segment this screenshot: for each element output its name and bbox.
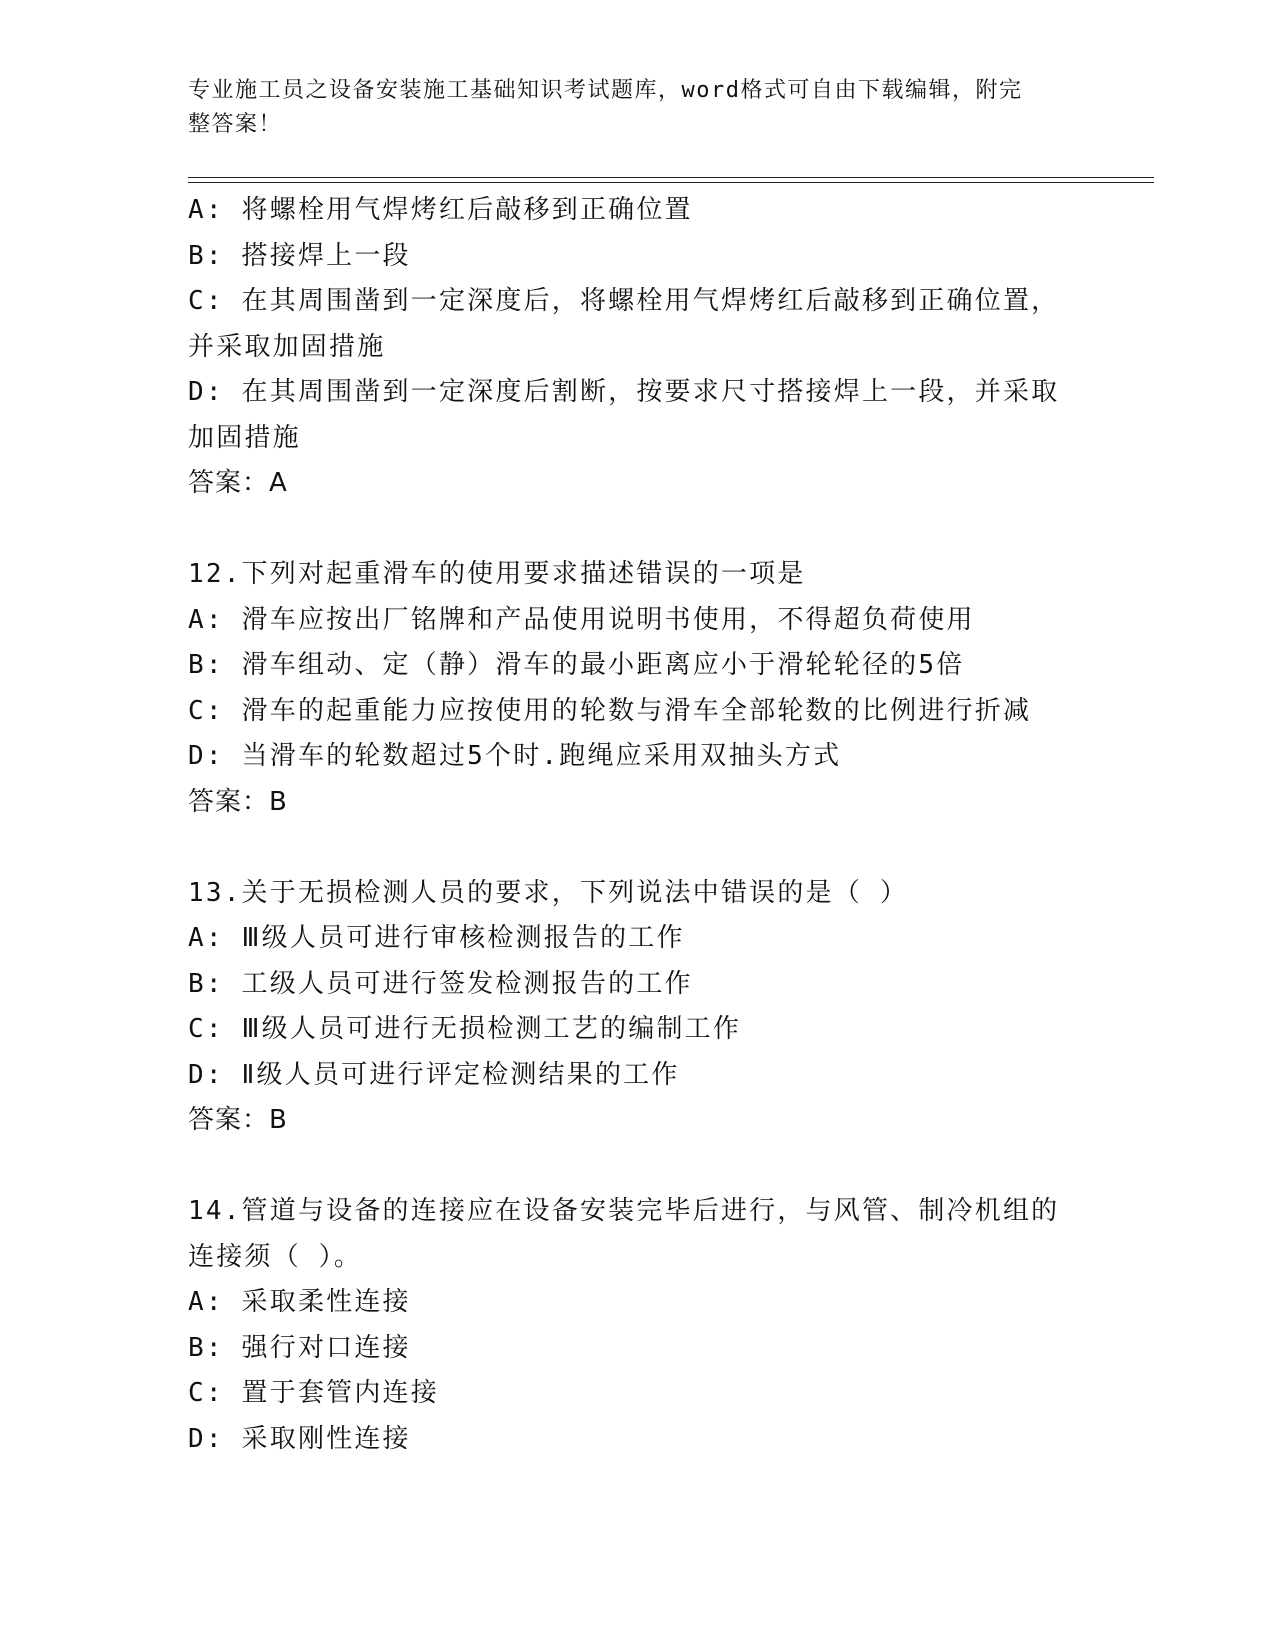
option-a: A: 将螺栓用气焊烤红后敲移到正确位置 <box>188 195 693 225</box>
question-stem: 12.下列对起重滑车的使用要求描述错误的一项是 <box>188 559 806 589</box>
question-13-block <box>188 871 1088 1144</box>
spacer <box>188 825 1088 871</box>
document-header <box>188 74 1088 142</box>
option-d: D: 在其周围凿到一定深度后割断，按要求尺寸搭接焊上一段，并采取 <box>188 377 1060 407</box>
option-d: D: 采取刚性连接 <box>188 1423 411 1454</box>
option-d-continued: 加固措施 <box>188 422 301 453</box>
question-11-block <box>188 188 1088 507</box>
option-c: C: 置于套管内连接 <box>188 1378 439 1408</box>
option-d: D: 当滑车的轮数超过5个时.跑绳应采用双抽头方式 <box>188 741 842 771</box>
option-c: C: 滑车的起重能力应按使用的轮数与滑车全部轮数的比例进行折减 <box>188 695 1032 726</box>
option-b: B: 工级人员可进行签发检测报告的工作 <box>188 968 693 999</box>
spacer <box>188 507 1088 553</box>
answer-line: 答案：B <box>188 1105 288 1135</box>
option-b: B: 强行对口连接 <box>188 1332 411 1363</box>
question-12-block <box>188 552 1088 825</box>
question-stem-continued: 连接须（ ）。 <box>188 1241 363 1272</box>
option-b: B: 搭接焊上一段 <box>188 240 411 271</box>
option-a: A: Ⅲ级人员可进行审核检测报告的工作 <box>188 923 685 953</box>
question-14-block <box>188 1189 1088 1462</box>
header-rule-bottom <box>188 182 1154 183</box>
header-rule-top <box>188 177 1154 178</box>
question-stem: 13.关于无损检测人员的要求，下列说法中错误的是（ ） <box>188 877 909 908</box>
option-a: A: 采取柔性连接 <box>188 1287 411 1317</box>
question-stem: 14.管道与设备的连接应在设备安装完毕后进行，与风管、制冷机组的 <box>188 1196 1060 1226</box>
answer-line: 答案：A <box>188 468 288 498</box>
option-b: B: 滑车组动、定（静）滑车的最小距离应小于滑轮轮径的5倍 <box>188 650 965 680</box>
option-c: C: Ⅲ级人员可进行无损检测工艺的编制工作 <box>188 1014 742 1044</box>
question-list <box>188 188 1088 1462</box>
option-d: D: Ⅱ级人员可进行评定检测结果的工作 <box>188 1059 680 1090</box>
spacer <box>188 1144 1088 1190</box>
answer-line: 答案：B <box>188 786 288 817</box>
header-line-2: 整答案！ <box>188 112 283 137</box>
option-a: A: 滑车应按出厂铭牌和产品使用说明书使用，不得超负荷使用 <box>188 604 975 635</box>
option-c: C: 在其周围凿到一定深度后，将螺栓用气焊烤红后敲移到正确位置， <box>188 286 1060 316</box>
header-line-1: 专业施工员之设备安装施工基础知识考试题库，word格式可自由下载编辑，附完 <box>188 78 1023 103</box>
option-c-continued: 并采取加固措施 <box>188 331 386 362</box>
